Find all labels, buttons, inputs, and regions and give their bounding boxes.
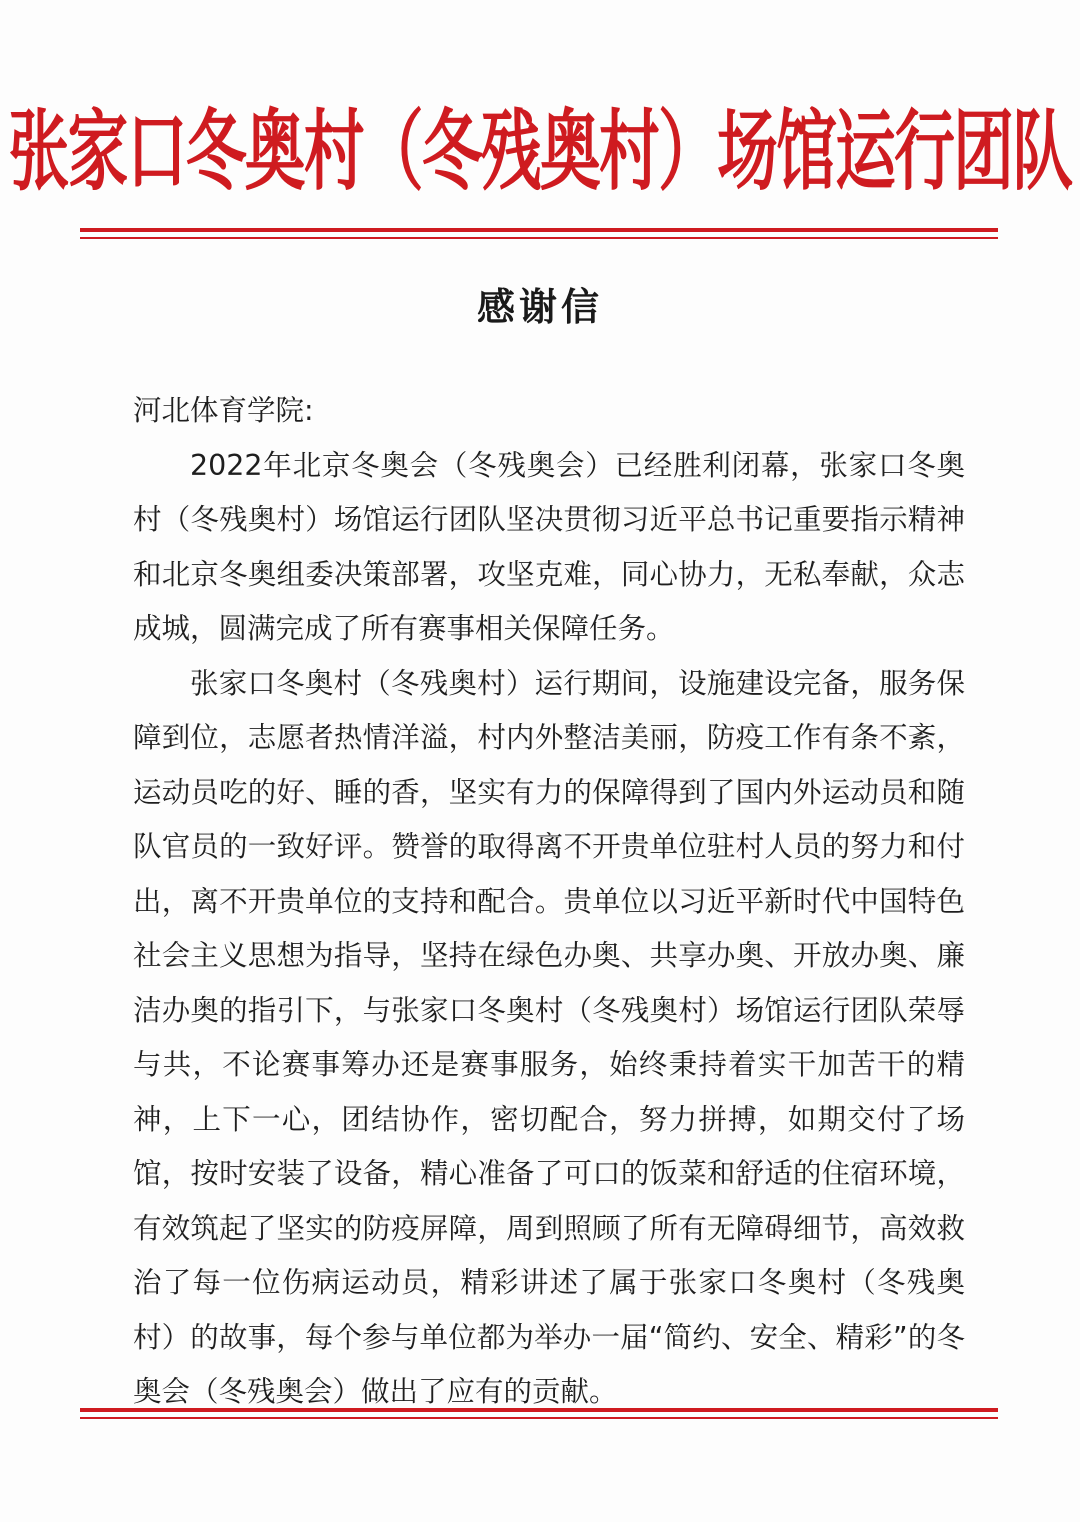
salutation: 河北体育学院: bbox=[133, 394, 314, 427]
letterhead-title: 张家口冬奥村（冬残奥村）场馆运行团队 bbox=[8, 101, 1072, 203]
footer-thin-line bbox=[80, 1417, 998, 1419]
footer-thick-line bbox=[80, 1408, 998, 1412]
paragraph-1: 2022年北京冬奥会（冬残奥会）已经胜利闭幕，张家口冬奥村（冬残奥村）场馆运行团队坚决贯彻习近平总书记重要指示精神和北京冬奥组委决策部署，攻坚克难，同心协力，无私奉献，众志成城，圆满完成了所有赛事相关保障任务。 bbox=[133, 448, 965, 645]
paragraph-2: 张家口冬奥村（冬残奥村）运行期间，设施建设完备，服务保障到位，志愿者热情洋溢，村内外整洁美丽，防疫工作有条不紊，运动员吃的好、睡的香，坚实有力的保障得到了国内外运动员和随队官员的一致好评。赞誉的取得离不开贵单位驻村人员的努力和付出，离不开贵单位的支持和配合。贵单位以习近平新时代中国特色社会主义思想为指导，坚持在绿色办奥、共享办奥、开放办奥、廉洁办奥的指引下，与张家口冬奥村（冬残奥村）场馆运行团队荣辱与共，不论赛事筹办还是赛事服务，始终秉持着实干加苦干的精神，上下一心，团结协作，密切配合，努力拼搏，如期交付了场馆，按时安装了设备，精心准备了可口的饭菜和舒适的住宿环境，有效筑起了坚实的防疫屏障，周到照顾了所有无障碍细节，高效救治了每一位伤病运动员，精彩讲述了属于张家口冬奥村（冬残奥村）的故事，每个参与单位都为举办一届“简约、安全、精彩”的冬奥会（冬残奥会）做出了应有的贡献。 bbox=[133, 666, 965, 1408]
footer-divider bbox=[80, 1408, 998, 1419]
divider-thin-line bbox=[80, 237, 998, 239]
letterhead-divider bbox=[80, 228, 998, 239]
divider-thick-line bbox=[80, 228, 998, 232]
letterhead bbox=[8, 92, 1072, 212]
letter-body bbox=[133, 384, 965, 1420]
document-title: 感谢信 bbox=[476, 284, 603, 329]
